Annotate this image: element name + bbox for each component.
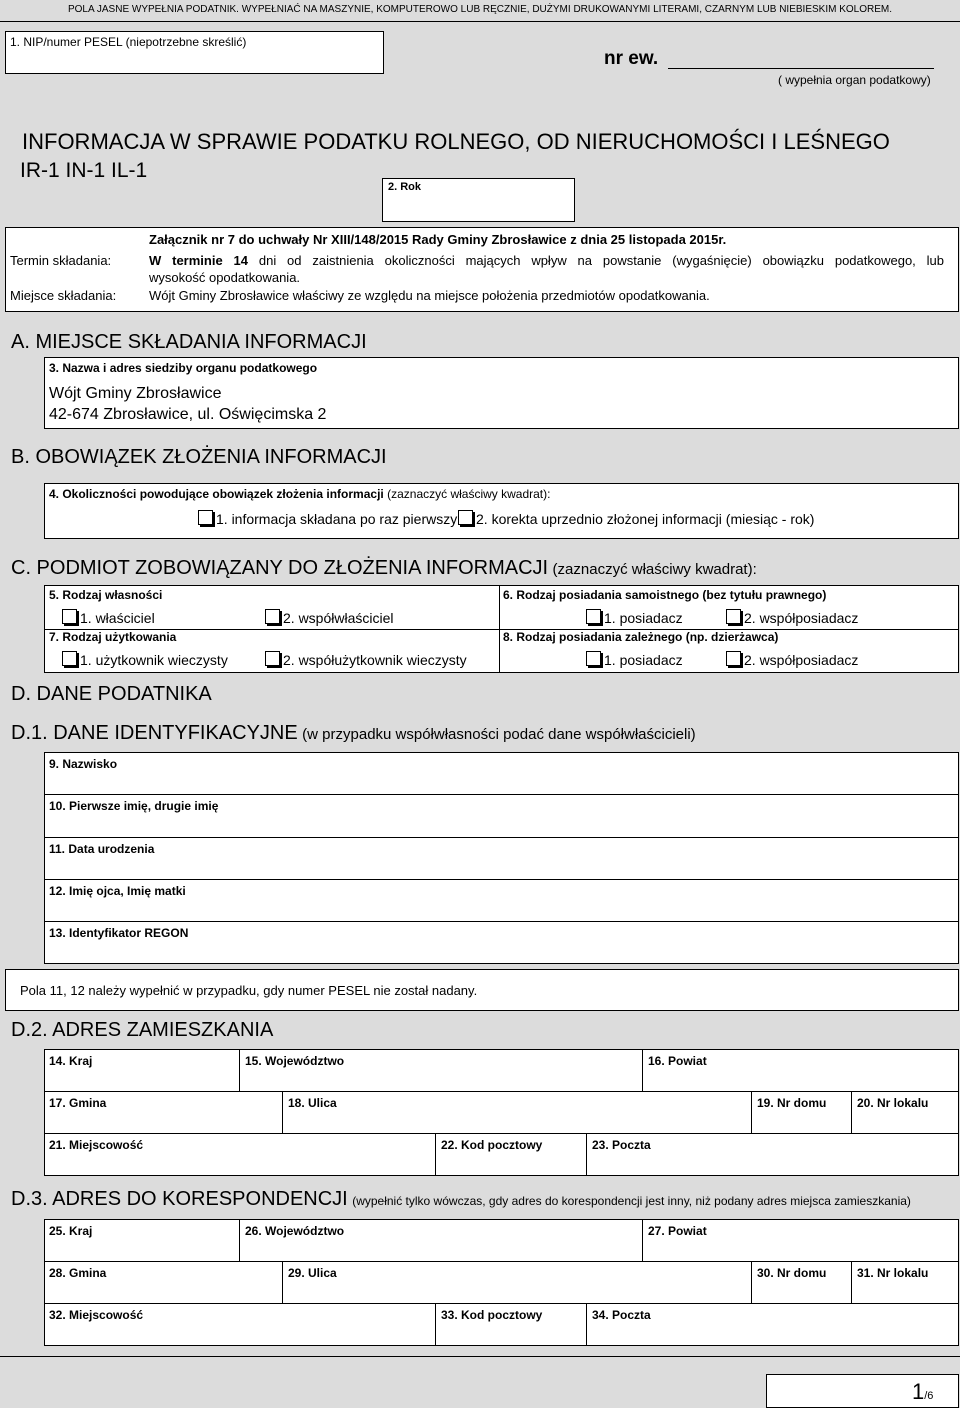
section-b-title: B. OBOWIĄZEK ZŁOŻENIA INFORMACJI (11, 446, 387, 468)
form-codes: IR-1 IN-1 IL-1 (20, 159, 148, 182)
d1-title: D.1. DANE IDENTYFIKACYJNE (11, 722, 298, 744)
section-c-note: (zaznaczyć właściwy kwadrat): (552, 561, 757, 578)
field34-label[interactable]: 34. Poczta (592, 1308, 651, 1322)
field26-label[interactable]: 26. Województwo (245, 1224, 345, 1238)
field15-label[interactable]: 15. Województwo (245, 1054, 345, 1068)
field29-label[interactable]: 29. Ulica (288, 1266, 337, 1280)
f7-perpetual-user-label: 1. użytkownik wieczysty (80, 652, 228, 668)
f6-holder[interactable] (586, 609, 683, 626)
f8-co-holder[interactable] (726, 651, 858, 668)
field10-label[interactable]: 10. Pierwsze imię, drugie imię (49, 799, 219, 813)
d3-title: D.3. ADRES DO KORESPONDENCJI (11, 1188, 348, 1210)
field11-label[interactable]: 11. Data urodzenia (49, 842, 155, 856)
nip-label: 1. NIP/numer PESEL (10, 35, 123, 49)
checkbox-icon[interactable] (726, 609, 741, 624)
org-address: 42-674 Zbrosławice, ul. Oświęcimska 2 (49, 406, 327, 423)
checkbox-icon[interactable] (586, 651, 601, 666)
f8-holder-label: 1. posiadacz (604, 652, 683, 668)
field19-label[interactable]: 19. Nr domu (757, 1096, 827, 1110)
checkbox-icon[interactable] (458, 510, 473, 525)
f6-co-holder-label: 2. współposiadacz (744, 610, 859, 626)
field7-label: 7. Rodzaj użytkowania (49, 630, 177, 644)
field17-label[interactable]: 17. Gmina (49, 1096, 107, 1110)
nr-ew-line[interactable] (668, 68, 934, 69)
field28-label[interactable]: 28. Gmina (49, 1266, 107, 1280)
field21-label[interactable]: 21. Miejscowość (49, 1138, 144, 1152)
f5-co-owner[interactable] (265, 609, 393, 626)
deadline-bold: W terminie 14 (149, 253, 248, 268)
f6-co-holder[interactable] (726, 609, 858, 626)
checkbox-icon[interactable] (265, 651, 280, 666)
field13-label[interactable]: 13. Identyfikator REGON (49, 926, 189, 940)
checkbox-icon[interactable] (62, 651, 77, 666)
checkbox-icon[interactable] (62, 609, 77, 624)
field9-label[interactable]: 9. Nazwisko (49, 757, 118, 771)
d1-note: (w przypadku współwłasności podać dane współwłaścicieli) (302, 726, 696, 743)
d2-title: D.2. ADRES ZAMIESZKANIA (11, 1019, 274, 1041)
deadline-text-2: wysokość opodatkowania. (149, 270, 301, 285)
field27-label[interactable]: 27. Powiat (648, 1224, 707, 1238)
f8-co-holder-label: 2. współposiadacz (744, 652, 859, 668)
field5-label: 5. Rodzaj własności (49, 588, 163, 602)
option-first-label: 1. informacja składana po raz pierwszy (216, 511, 458, 527)
deadline-label: Termin składania: (10, 253, 112, 268)
f5-owner[interactable] (62, 609, 155, 626)
field22-label[interactable]: 22. Kod pocztowy (441, 1138, 543, 1152)
option-correction[interactable] (458, 510, 814, 527)
page-total: /6 (924, 1390, 934, 1402)
field16-label[interactable]: 16. Powiat (648, 1054, 707, 1068)
page-title: INFORMACJA W SPRAWIE PODATKU ROLNEGO, OD NIERUCHOMOŚCI I LEŚNEGO (22, 129, 890, 154)
checkbox-icon[interactable] (586, 609, 601, 624)
field6-label: 6. Rodzaj posiadania samoistnego (bez tytułu prawnego) (503, 588, 827, 602)
checkbox-icon[interactable] (198, 510, 213, 525)
field30-label[interactable]: 30. Nr domu (757, 1266, 827, 1280)
option-first-submission[interactable] (198, 510, 457, 527)
place-label: Miejsce składania: (10, 288, 117, 303)
org-name: Wójt Gminy Zbrosławice (49, 385, 222, 402)
field8-label: 8. Rodzaj posiadania zależnego (np. dzierżawca) (503, 630, 779, 644)
page-number: 1 (912, 1379, 925, 1404)
d3-box (44, 1219, 959, 1346)
nr-ew-label: nr ew. (604, 48, 659, 69)
field4-note: (zaznaczyć właściwy kwadrat): (387, 487, 551, 501)
top-instruction: POLA JASNE WYPEŁNIA PODATNIK. WYPEŁNIAĆ NA MASZYNIE, KOMPUTEROWO LUB RĘCZNIE, DUŻYMI DRUKOWANYMI LITERAMI, CZARNYM LUB NIEBIESKIM KOLOREM. (67, 4, 893, 15)
field31-label[interactable]: 31. Nr lokalu (857, 1266, 929, 1280)
section-c-title: C. PODMIOT ZOBOWIĄZANY DO ZŁOŻENIA INFORMACJI (11, 557, 549, 579)
field20-label[interactable]: 20. Nr lokalu (857, 1096, 929, 1110)
field3-label: 3. Nazwa i adres siedziby organu podatkowego (49, 361, 318, 375)
f7-co-perpetual-user[interactable] (265, 651, 467, 668)
year-label: 2. Rok (388, 181, 422, 193)
option-correction-label: 2. korekta uprzednio złożonej informacji (miesiąc - rok) (476, 511, 815, 527)
section-a-title: A. MIEJSCE SKŁADANIA INFORMACJI (11, 331, 367, 353)
field12-label[interactable]: 12. Imię ojca, Imię matki (49, 884, 186, 898)
field25-label[interactable]: 25. Kraj (49, 1224, 93, 1238)
field33-label[interactable]: 33. Kod pocztowy (441, 1308, 543, 1322)
d2-box (44, 1049, 959, 1176)
nr-ew-note: ( wypełnia organ podatkowy) (778, 73, 931, 87)
field23-label[interactable]: 23. Poczta (592, 1138, 651, 1152)
nip-note: (niepotrzebne skreślić) (125, 35, 247, 49)
field14-label[interactable]: 14. Kraj (49, 1054, 93, 1068)
f5-co-owner-label: 2. współwłaściciel (283, 610, 394, 626)
pesel-note: Pola 11, 12 należy wypełnić w przypadku, gdy numer PESEL nie został nadany. (20, 983, 478, 998)
f7-perpetual-user[interactable] (62, 651, 228, 668)
field4-label: 4. Okoliczności powodujące obowiązek złożenia informacji (49, 487, 384, 501)
f8-holder[interactable] (586, 651, 683, 668)
f6-holder-label: 1. posiadacz (604, 610, 683, 626)
f7-co-perpetual-user-label: 2. współużytkownik wieczysty (283, 652, 467, 668)
checkbox-icon[interactable] (726, 651, 741, 666)
d3-note: (wypełnić tylko wówczas, gdy adres do korespondencji jest inny, niż podany adres miejsca zamieszkania) (352, 1194, 911, 1208)
f5-owner-label: 1. właściciel (80, 610, 155, 626)
field32-label[interactable]: 32. Miejscowość (49, 1308, 144, 1322)
attachment-note: Załącznik nr 7 do uchwały Nr XIII/148/2015 Rady Gminy Zbrosławice z dnia 25 listopada 2015r. (149, 232, 727, 247)
deadline-text: dni od zaistnienia okoliczności mających wpływ na powstanie (wygaśnięcie) obowiązku podatkowego, lub (258, 253, 944, 268)
section-d-title: D. DANE PODATNIKA (11, 683, 212, 705)
field18-label[interactable]: 18. Ulica (288, 1096, 337, 1110)
place-text: Wójt Gminy Zbrosławice właściwy ze względu na miejsce położenia przedmiotów opodatkowania. (149, 288, 710, 303)
checkbox-icon[interactable] (265, 609, 280, 624)
